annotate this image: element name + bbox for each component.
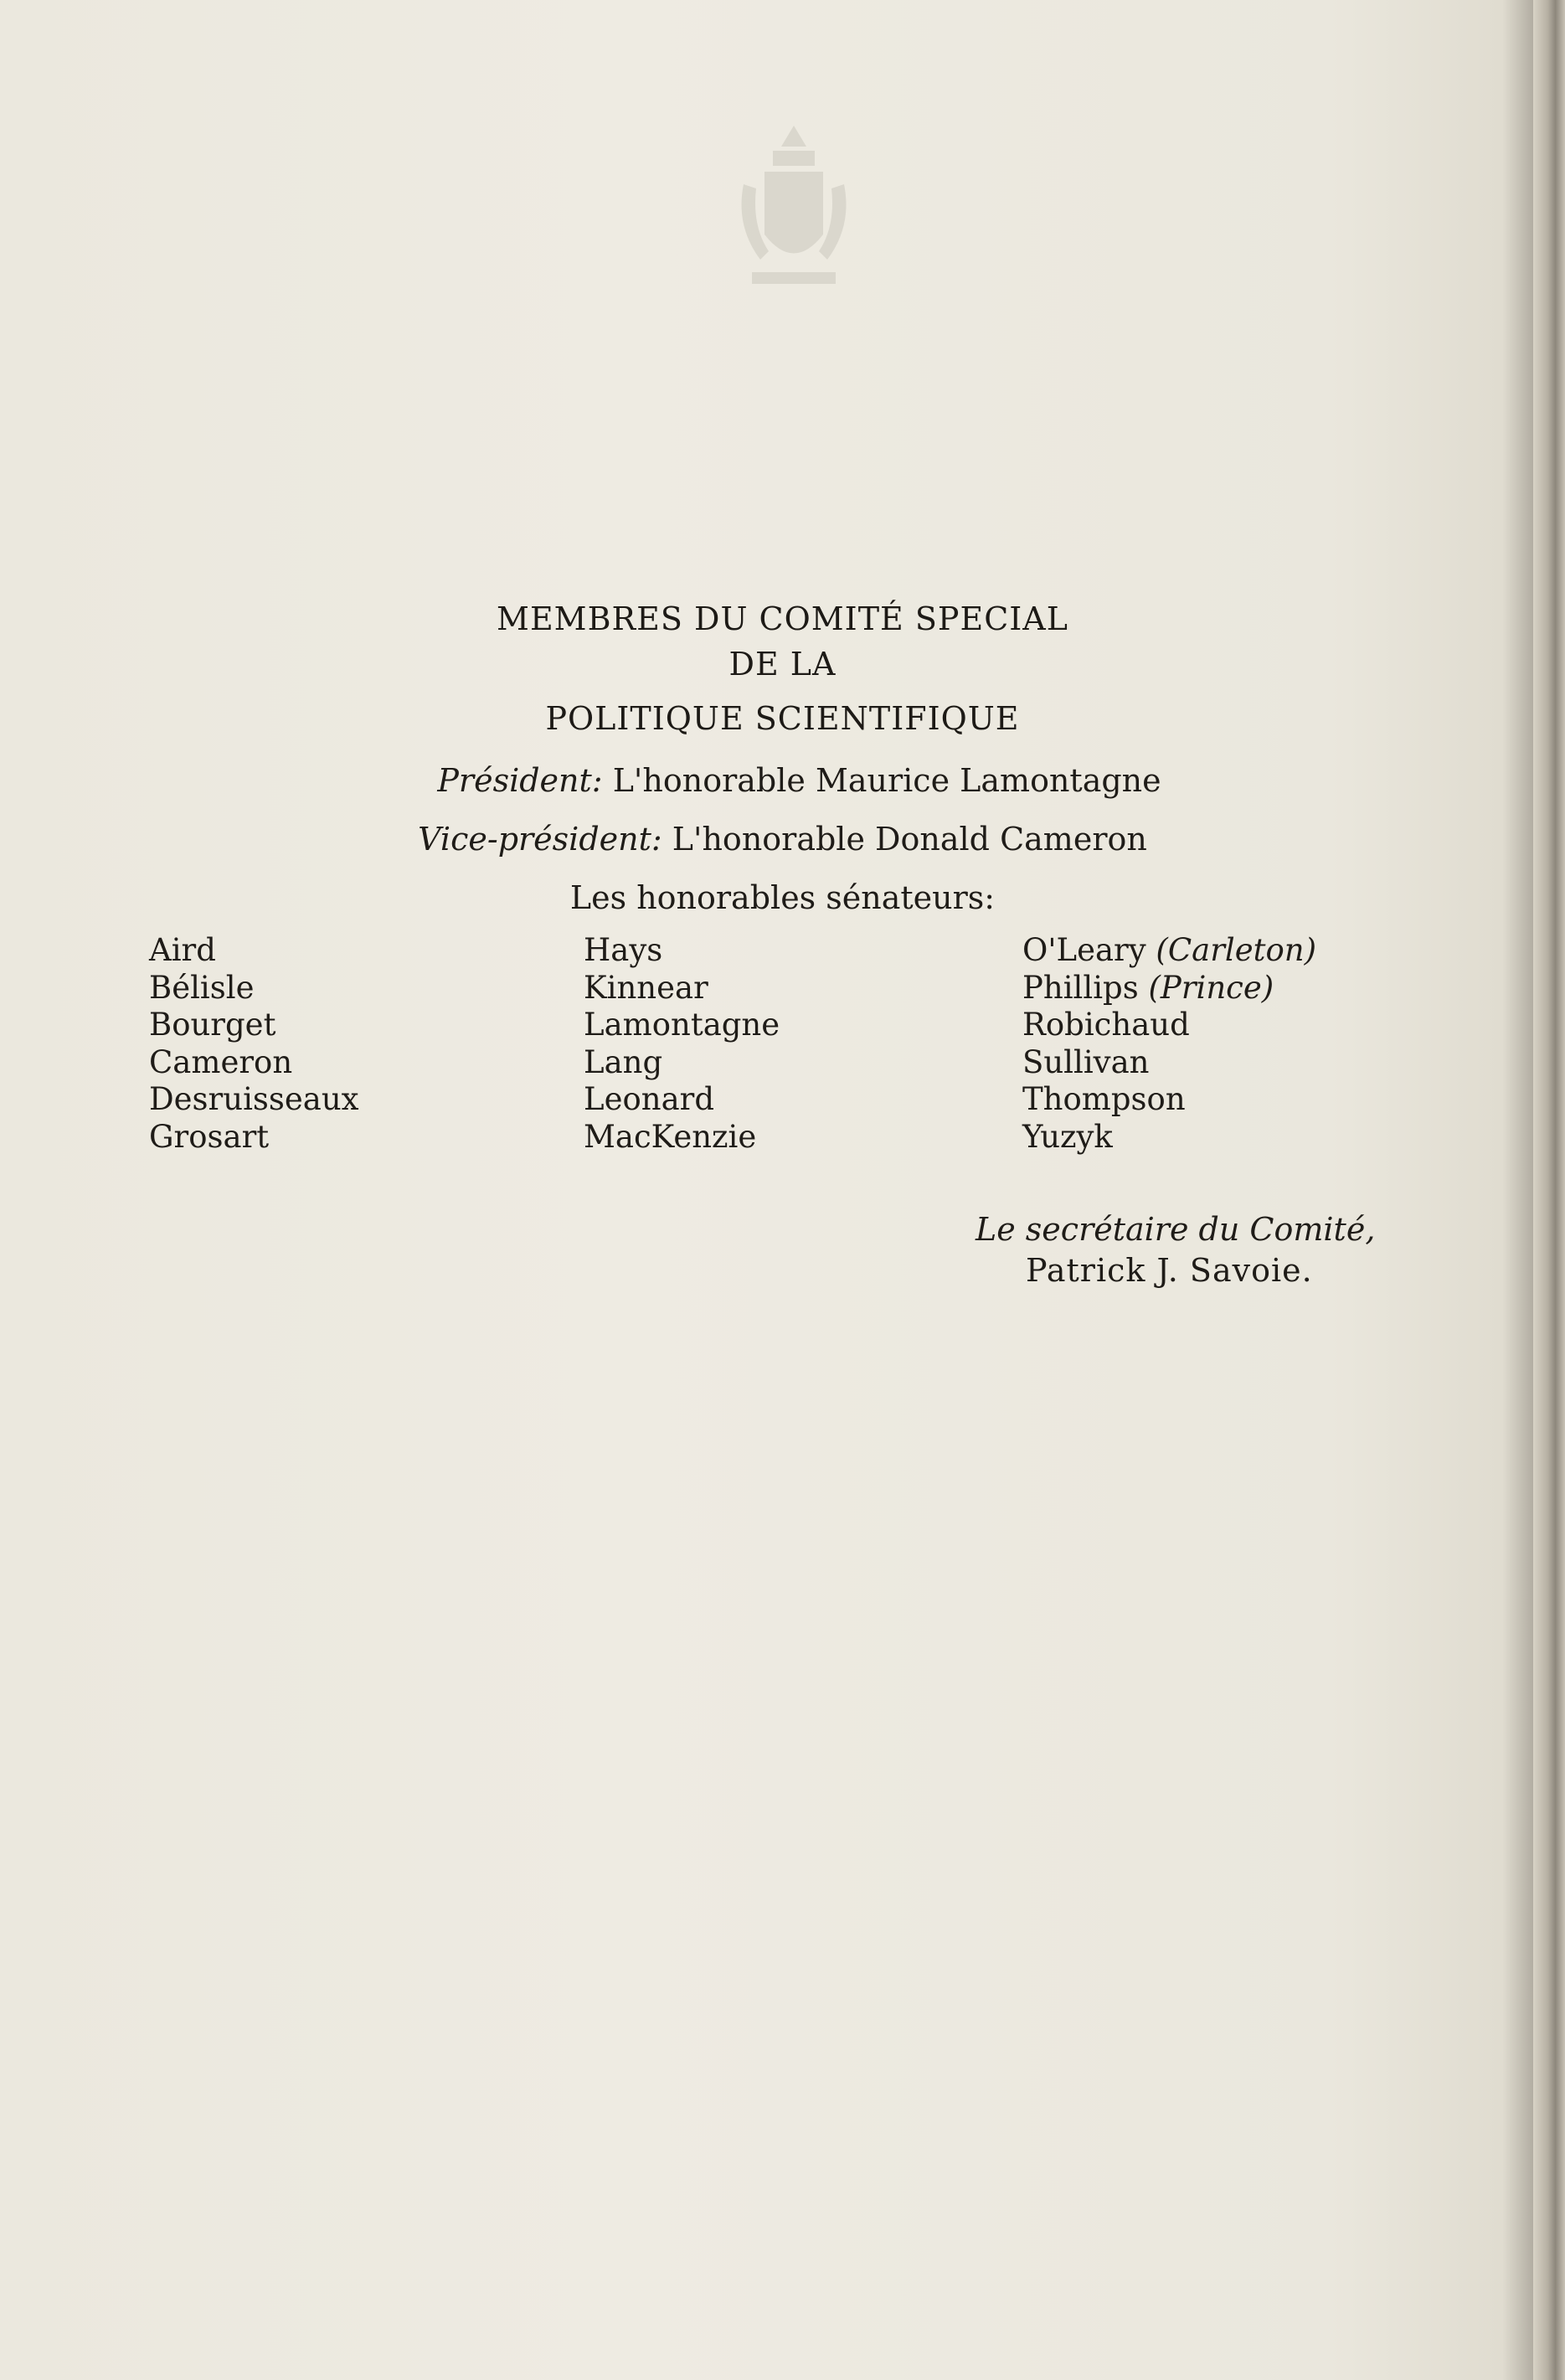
senators-column-1 <box>149 932 359 1156</box>
senator-name: Lang <box>584 1043 663 1080</box>
book-spine-edge <box>1533 0 1565 2380</box>
committee-title-line-3: POLITIQUE SCIENTIFIQUE <box>545 700 1020 737</box>
senator-name: MacKenzie <box>584 1118 757 1155</box>
senator-name: Bourget <box>149 1007 276 1043</box>
senator-name: Leonard <box>584 1081 715 1117</box>
senators-column-3 <box>1022 932 1316 1156</box>
senators-column-2 <box>584 932 780 1156</box>
senator-entry <box>1022 1007 1316 1044</box>
secretary-role: Le secrétaire du Comité, <box>976 1211 1376 1248</box>
senator-riding: (Carleton) <box>1156 932 1317 968</box>
secretary-name: Patrick J. Savoie. <box>1026 1252 1313 1289</box>
president-role: Président: <box>437 762 603 799</box>
senator-entry <box>1022 1119 1316 1157</box>
senator-name: Yuzyk <box>1022 1118 1113 1155</box>
senator-name: Sullivan <box>1022 1043 1150 1080</box>
vice-president-name: L'honorable Donald Cameron <box>672 821 1147 858</box>
vice-president-role: Vice-président: <box>418 821 662 858</box>
senator-name: Lamontagne <box>584 1007 780 1043</box>
senator-name: Kinnear <box>584 969 708 1006</box>
senator-name: Phillips <box>1022 969 1139 1006</box>
senator-name: Grosart <box>149 1118 270 1155</box>
senator-entry <box>1022 932 1316 970</box>
senator-riding: (Prince) <box>1148 969 1274 1006</box>
senator-name: Robichaud <box>1022 1007 1190 1043</box>
senator-name: Bélisle <box>149 969 255 1006</box>
senators-heading: Les honorables sénateurs: <box>569 879 996 916</box>
senator-entry <box>1022 1081 1316 1119</box>
senator-entry <box>1022 970 1316 1007</box>
coat-of-arms-icon <box>727 117 861 301</box>
president-line <box>0 762 1565 799</box>
senator-name: Hays <box>584 932 663 968</box>
senator-name: Cameron <box>149 1043 293 1080</box>
senator-name: O'Leary <box>1022 932 1146 968</box>
senator-name: Desruisseaux <box>149 1081 359 1117</box>
senator-name: Aird <box>149 932 216 968</box>
president-name: L'honorable Maurice Lamontagne <box>612 762 1161 799</box>
committee-title-line-1: MEMBRES DU COMITÉ SPECIAL <box>497 600 1068 637</box>
senator-name: Thompson <box>1022 1081 1186 1117</box>
committee-title-line-2: DE LA <box>728 646 837 683</box>
senator-entry <box>1022 1044 1316 1082</box>
vice-president-line <box>0 821 1565 858</box>
